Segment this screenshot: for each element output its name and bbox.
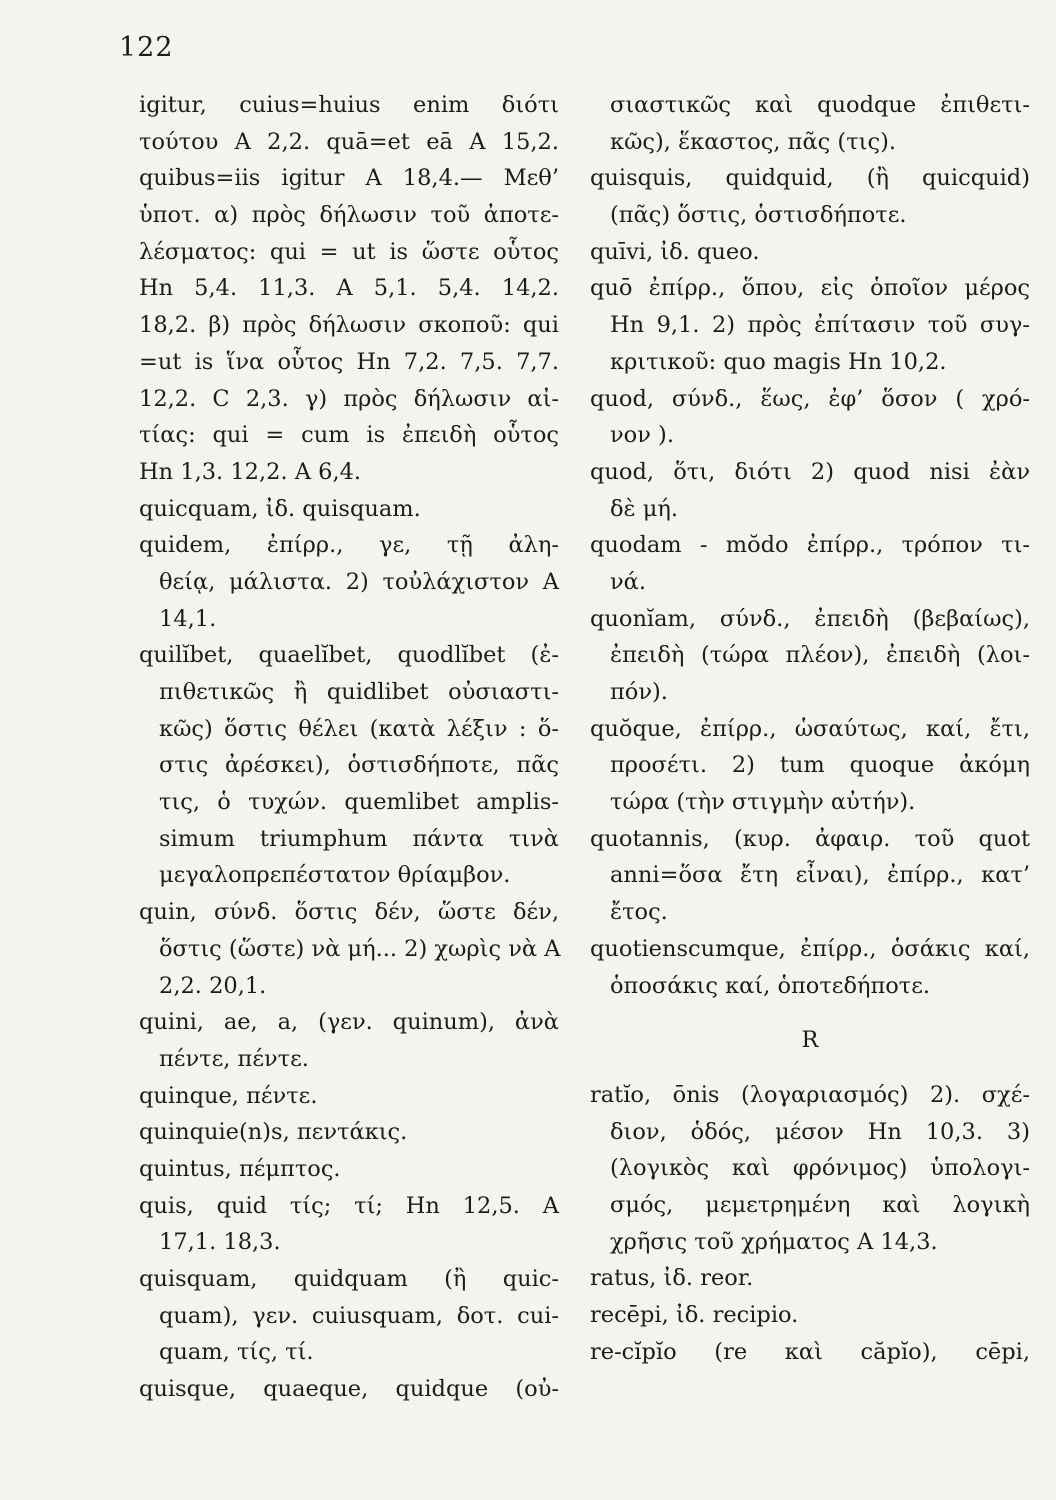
entry-line: quini, ae, a, (γεν. quinum), ἀνὰ bbox=[139, 1009, 559, 1036]
entry-line: 12,2. C 2,3. γ) πρὸς δήλωσιν αἰ- bbox=[139, 385, 559, 412]
right-column-entries-q bbox=[590, 87, 1030, 1004]
entry-line: νον ). bbox=[610, 422, 674, 449]
entry-line: anni=ὅσα ἔτη εἶναι), ἐπίρρ., κατ’ bbox=[610, 862, 1030, 889]
entry-line: κῶς), ἕκαστος, πᾶς (τις). bbox=[610, 128, 896, 155]
entry-line: κῶς) ὅστις θέλει (κατὰ λέξιν : ὅ- bbox=[159, 715, 559, 742]
entry-line: quŏque, ἐπίρρ., ὡσαύτως, καί, ἔτι, bbox=[590, 715, 1030, 742]
entry-line: quodam - mŏdo ἐπίρρ., τρόπον τι- bbox=[590, 532, 1030, 559]
entry-line: Hn 5,4. 11,3. A 5,1. 5,4. 14,2. bbox=[139, 275, 559, 302]
entry-line: τώρα (τὴν στιγμὴν αὐτήν). bbox=[610, 789, 916, 816]
entry-line: ratus, ἰδ. reor. bbox=[590, 1265, 754, 1292]
entry-line: quod, ὅτι, διότι 2) quod nisi ἐὰν bbox=[590, 458, 1030, 485]
entry-line: quibus=iis igitur A 18,4.— Μεθ’ bbox=[139, 165, 559, 192]
entry-line: quidem, ἐπίρρ., γε, τῇ ἀλη- bbox=[139, 532, 559, 559]
entry-line: τίας: qui = cum is ἐπειδὴ οὗτος bbox=[139, 422, 559, 449]
entry-line: quilĭbet, quaelĭbet, quodlĭbet (ἐ- bbox=[139, 642, 559, 669]
entry-line: igitur, cuius=huius enim διότι bbox=[139, 92, 559, 118]
entry-line: 17,1. 18,3. bbox=[159, 1229, 281, 1256]
left-column bbox=[139, 87, 559, 1408]
entry-line: ratĭo, ōnis (λογαριασμός) 2). σχέ- bbox=[590, 1081, 1030, 1108]
entry-line: quam, τίς, τί. bbox=[159, 1339, 314, 1366]
entry-line: 2,2. 20,1. bbox=[159, 972, 267, 999]
entry-line: χρῆσις τοῦ χρήματος A 14,3. bbox=[610, 1228, 938, 1255]
entry-line: (λογικὸς καὶ φρόνιμος) ὑπολογι- bbox=[610, 1155, 1030, 1182]
entry-line: quotienscumque, ἐπίρρ., ὁσάκις καί, bbox=[590, 935, 1030, 962]
entry-line: ἐπειδὴ (τώρα πλέον), ἐπειδὴ (λοι- bbox=[610, 642, 1030, 669]
entry-line: τούτου A 2,2. quā=et eā A 15,2. bbox=[139, 128, 559, 155]
entry-line: quam), γεν. cuiusquam, δοτ. cui- bbox=[159, 1302, 559, 1329]
entry-line: quis, quid τίς; τί; Hn 12,5. A bbox=[139, 1192, 559, 1219]
entry-line: 14,1. bbox=[159, 605, 217, 632]
entry-line: σιαστικῶς καὶ quodque ἐπιθετι- bbox=[610, 92, 1030, 118]
section-letter: R bbox=[801, 1027, 819, 1054]
page-number: 122 bbox=[119, 32, 174, 63]
entry-line: recēpi, ἰδ. recipio. bbox=[590, 1302, 799, 1328]
entry-line: quod, σύνδ., ἕως, ἐφ’ ὅσον ( χρό- bbox=[590, 385, 1030, 412]
entry-line: θείᾳ, μάλιστα. 2) τοὐλάχιστον A bbox=[159, 568, 559, 595]
entry-line: μεγαλοπρεπέστατον θρίαμβον. bbox=[159, 862, 511, 889]
entry-line: ἔτος. bbox=[610, 899, 668, 926]
entry-line: quintus, πέμπτος. bbox=[139, 1155, 341, 1182]
entry-line: quīvi, ἰδ. queo. bbox=[590, 238, 760, 265]
entry-line: στις ἀρέσκει), ὁστισδήποτε, πᾶς bbox=[159, 752, 559, 779]
entry-line: διον, ὁδός, μέσον Hn 10,3. 3) bbox=[610, 1118, 1030, 1145]
entry-line: quinque, πέντε. bbox=[139, 1082, 318, 1109]
entry-line: quisquam, quidquam (ἢ quic- bbox=[139, 1266, 559, 1292]
entry-line: quin, σύνδ. ὅστις δέν, ὥστε δέν, bbox=[139, 899, 559, 926]
entry-line: 18,2. β) πρὸς δήλωσιν σκοποῦ: qui bbox=[139, 312, 559, 339]
entry-line: (πᾶς) ὅστις, ὁστισδήποτε. bbox=[610, 202, 907, 229]
entry-line: quisque, quaeque, quidque (οὐ- bbox=[139, 1376, 559, 1403]
entry-line: re-cĭpĭo (re καὶ căpĭo), cēpi, bbox=[590, 1338, 1030, 1365]
entry-line: quisquis, quidquid, (ἢ quicquid) bbox=[590, 165, 1030, 192]
entry-line: ὅστις (ὥστε) νὰ μή... 2) χωρὶς νὰ A bbox=[159, 935, 561, 962]
entry-line: Hn 1,3. 12,2. A 6,4. bbox=[139, 458, 362, 485]
entry-line: προσέτι. 2) tum quoque ἀκόμη bbox=[610, 752, 1030, 779]
entry-line: quō ἐπίρρ., ὅπου, εἰς ὁποῖον μέρος bbox=[590, 275, 1030, 302]
entry-line: κριτικοῦ: quo magis Hn 10,2. bbox=[610, 348, 947, 375]
entry-line: quicquam, ἰδ. quisquam. bbox=[139, 495, 421, 522]
entry-line: τις, ὁ τυχών. quemlibet amplis- bbox=[159, 789, 559, 816]
entry-line: quonĭam, σύνδ., ἐπειδὴ (βεβαίως), bbox=[590, 605, 1030, 632]
entry-line: δὲ μή. bbox=[610, 495, 679, 522]
entry-line: ὑποτ. α) πρὸς δήλωσιν τοῦ ἀποτε- bbox=[139, 202, 559, 229]
entry-line: ὁποσάκις καί, ὁποτεδήποτε. bbox=[610, 972, 931, 999]
entry-line: quotannis, (κυρ. ἀφαιρ. τοῦ quot bbox=[590, 825, 1030, 852]
entry-line: quinquie(n)s, πεντάκις. bbox=[139, 1119, 408, 1146]
entry-line: σμός, μεμετρημένη καὶ λογικὴ bbox=[610, 1191, 1030, 1218]
entry-line: πόν). bbox=[610, 679, 668, 705]
entry-line: λέσματος: qui = ut is ὥστε οὗτος bbox=[139, 238, 559, 265]
right-column-entries-r bbox=[590, 1077, 1030, 1371]
entry-line: νά. bbox=[610, 568, 647, 595]
entry-line: simum triumphum πάντα τινὰ bbox=[159, 825, 559, 852]
entry-line: =ut is ἵνα οὗτος Hn 7,2. 7,5. 7,7. bbox=[139, 348, 559, 375]
entry-line: πιθετικῶς ἢ quidlibet οὐσιαστι- bbox=[159, 679, 559, 705]
entry-line: Hn 9,1. 2) πρὸς ἐπίτασιν τοῦ συγ- bbox=[610, 312, 1030, 339]
entry-line: πέντε, πέντε. bbox=[159, 1045, 309, 1072]
right-column bbox=[590, 87, 1030, 1370]
